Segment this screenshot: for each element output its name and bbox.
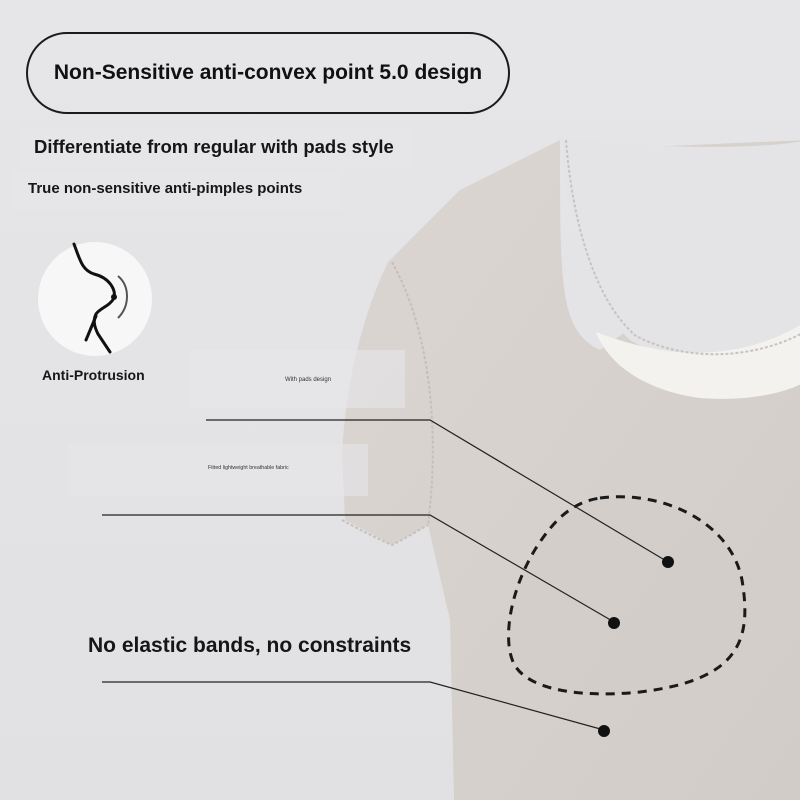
callout-pads-label: With pads design (285, 377, 332, 383)
pointer-dot-pads (662, 556, 674, 568)
headline-text: Non-Sensitive anti-convex point 5.0 design (53, 61, 483, 84)
shirt-neckline (560, 138, 800, 358)
callout-elastic-label: No elastic bands, no constraints (88, 634, 412, 657)
headline-pill (26, 32, 510, 114)
pointer-dot-fabric (608, 617, 620, 629)
pointer-dot-elastic (598, 725, 610, 737)
icon-label: Anti-Protrusion (42, 367, 145, 383)
subtitle: Differentiate from regular with pads style (34, 136, 394, 157)
callout-fabric-label: Fitted lightweight breathable fabric (208, 465, 289, 471)
protrusion-icon-circle (38, 242, 152, 356)
protrusion-profile-icon (38, 242, 152, 356)
subtitle-secondary: True non-sensitive anti-pimples points (28, 180, 303, 197)
